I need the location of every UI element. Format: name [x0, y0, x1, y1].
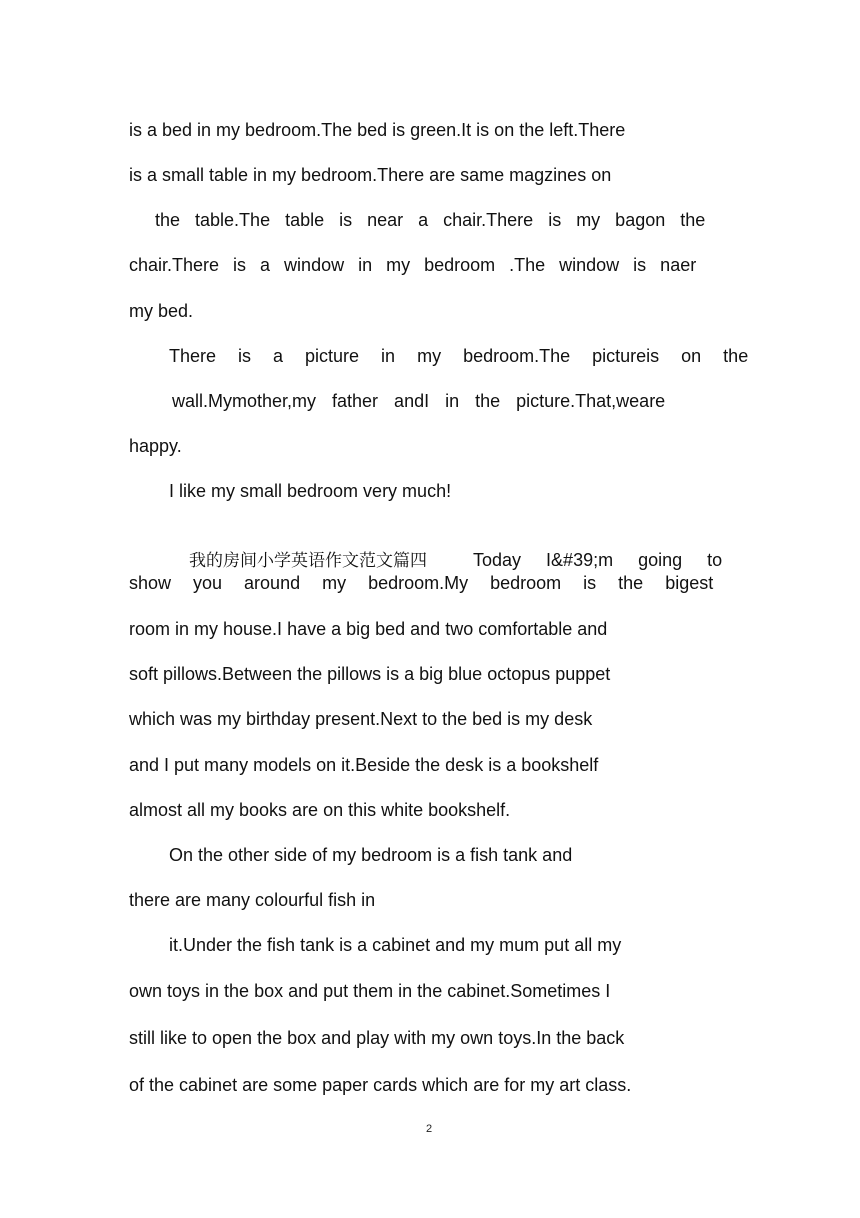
- page-number: 2: [426, 1123, 433, 1135]
- line-text: it.Under the fish tank is a cabinet and my mum put all my: [169, 935, 622, 955]
- text-line: [129, 572, 713, 594]
- line-text: show you around my bedroom.My bedroom is the bigest: [129, 573, 714, 593]
- line-text: wall.Mymother,my father andI in the picture.That,weare: [172, 391, 666, 411]
- line-text: room in my house.I have a big bed and two comfortable and: [129, 619, 608, 639]
- text-line: [169, 844, 572, 866]
- text-line: [129, 254, 696, 276]
- line-text: and I put many models on it.Beside the desk is a bookshelf: [129, 755, 599, 775]
- text-line: [129, 663, 610, 685]
- text-line: [129, 754, 598, 776]
- line-text: chair.There is a window in my bedroom .The window is naer: [129, 255, 697, 275]
- text-line: [129, 889, 375, 911]
- line-text: of the cabinet are some paper cards which are for my art class.: [129, 1075, 632, 1095]
- line-text: Today I&#39;m going to: [473, 550, 723, 570]
- line-text: which was my birthday present.Next to the bed is my desk: [129, 709, 593, 729]
- line-text: There is a picture in my bedroom.The pictureis on the: [169, 346, 749, 366]
- line-text: is a bed in my bedroom.The bed is green.It is on the left.There: [129, 120, 626, 140]
- text-line: [129, 980, 610, 1002]
- line-text: almost all my books are on this white bookshelf.: [129, 800, 511, 820]
- line-text: my bed.: [129, 301, 194, 321]
- line-text: own toys in the box and put them in the cabinet.Sometimes I: [129, 981, 611, 1001]
- line-text: still like to open the box and play with my own toys.In the back: [129, 1028, 625, 1048]
- text-line: [169, 934, 621, 956]
- text-line: [169, 345, 748, 367]
- text-line: [169, 480, 451, 502]
- line-text: On the other side of my bedroom is a fish tank and: [169, 845, 573, 865]
- line-text: happy.: [129, 436, 182, 456]
- text-line: [129, 164, 611, 186]
- text-line: [129, 119, 625, 141]
- chinese-section-title: 我的房间小学英语作文范文篇四: [189, 551, 428, 571]
- line-text: I like my small bedroom very much!: [169, 481, 452, 501]
- line-text: is a small table in my bedroom.There are same magzines on: [129, 165, 612, 185]
- text-line: [129, 799, 510, 821]
- text-line: [129, 708, 592, 730]
- line-text: soft pillows.Between the pillows is a big blue octopus puppet: [129, 664, 611, 684]
- line-text: there are many colourful fish in: [129, 890, 376, 910]
- text-line: [172, 390, 665, 412]
- text-line: [129, 1074, 631, 1096]
- text-line: [129, 1027, 624, 1049]
- text-line: [155, 209, 705, 231]
- text-line: [129, 435, 182, 457]
- text-line: [129, 300, 193, 322]
- text-line: [129, 618, 607, 640]
- line-text: the table.The table is near a chair.There is my bagon the: [155, 210, 706, 230]
